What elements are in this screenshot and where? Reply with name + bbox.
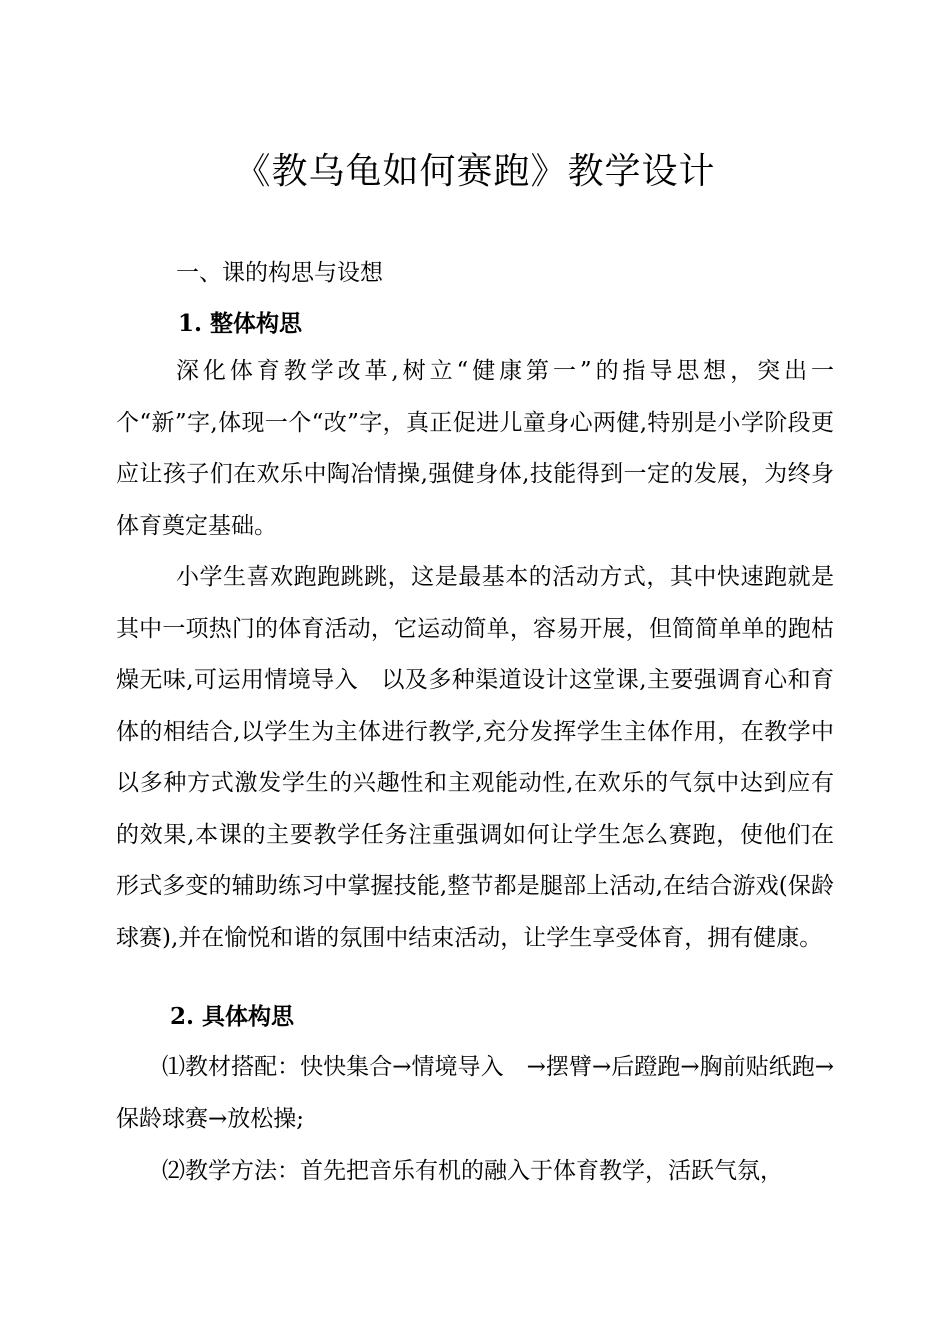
paragraph-running-activity: 小学生喜欢跑跑跳跳，这是最基本的活动方式，其中快速跑就是其中一项热门的体育活动，它运动简单，容易开展，但简简单单的跑枯燥无味,可运用情境导入 以及多种渠道设计这堂课,主要强调育心和育体的相结合,以学生为主体进行教学,充分发挥学生主体作用，在教学中以多种方式激发学生的兴趣性和主观能动性,在欢乐的气氛中达到应有的效果,本课的主要教学任务注重强调如何让学生怎么赛跑，使他们在形式多变的辅助练习中掌握技能,整节都是腿部上活动,在结合游戏(保龄球赛),并在愉悦和谐的氛围中结束活动，让学生享受体育，拥有健康。	[116, 564, 834, 951]
list-item-materials: ⑴教材搭配：快快集合→情境导入 →摆臂→后蹬跑→胸前贴纸跑→保龄球赛→放松操;	[116, 1054, 834, 1132]
paragraph-overall-concept: 深化体育教学改革,树立“健康第一”的指导思想，突出一个“新”字,体现一个“改”字，真正促进儿童身心两健,特别是小学阶段更应让孩子们在欢乐中陶冶情操,强健身体,技能得到一定的发展，为终身体育奠定基础。	[116, 358, 834, 539]
subheading-specific-concept: 2. 具体构思	[170, 1003, 295, 1030]
document-title: 《教乌龟如何赛跑》教学设计	[234, 151, 716, 192]
subheading-overall-concept: 1. 整体构思	[178, 310, 303, 337]
section-heading-course-concept: 一、课的构思与设想	[176, 260, 383, 286]
list-item-teaching-methods: ⑵教学方法：首先把音乐有机的融入于体育教学，活跃气氛，	[162, 1158, 783, 1184]
